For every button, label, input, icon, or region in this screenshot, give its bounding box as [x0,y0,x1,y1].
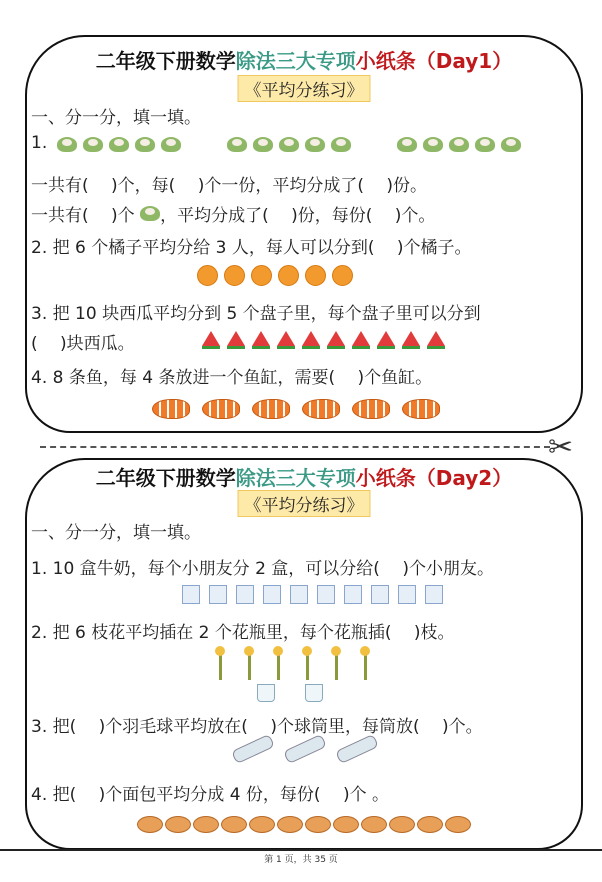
frog-group-2 [227,137,351,152]
bread-icon [305,816,331,833]
frog-icon [109,137,129,152]
orange-row [197,265,353,286]
vase-icon [305,684,323,702]
milk-carton-icon [398,585,416,604]
milk-carton-icon [182,585,200,604]
fish-icon [302,399,340,419]
orange-icon [251,265,272,286]
day1-card [25,35,583,433]
q1-line1: 一共有( )个，每( )个一份，平均分成了( )份。 [31,176,428,196]
watermelon-icon [252,331,270,346]
fish-icon [152,399,190,419]
bread-icon [361,816,387,833]
page-number: 第 1 页，共 35 页 [264,855,338,865]
frog-icon [83,137,103,152]
watermelon-icon [402,331,420,346]
bread-icon [249,816,275,833]
watermelon-icon [427,331,445,346]
frog-icon [253,137,273,152]
orange-icon [305,265,326,286]
vase-icon [257,684,275,702]
day1-subtitle: 《平均分练习》 [238,75,371,102]
day2-card [25,458,583,850]
flower-row [219,650,367,680]
cut-line [40,446,550,448]
shuttlecock-tube-icon [283,734,327,764]
watermelon-icon [277,331,295,346]
frog-icon [331,137,351,152]
milk-carton-icon [371,585,389,604]
bread-icon [221,816,247,833]
frog-icon [227,137,247,152]
flower-icon [306,650,309,680]
frog-group-1 [57,137,181,152]
title-part: 除法三大专项 [235,49,356,73]
watermelon-icon [202,331,220,346]
frog-icon [501,137,521,152]
milk-carton-icon [344,585,362,604]
q1-line2-b: ，平均分成了( )份，每份( )个。 [160,206,436,226]
orange-icon [278,265,299,286]
fish-icon [202,399,240,419]
title-part: 除法三大专项 [235,466,356,490]
q2-text: 2. 把 6 个橘子平均分给 3 人，每人可以分到( )个橘子。 [31,238,472,258]
title-part: 小纸条（Day2） [355,466,513,490]
watermelon-icon [227,331,245,346]
bread-icon [389,816,415,833]
day1-title [27,45,581,74]
milk-carton-icon [425,585,443,604]
shuttlecock-tube-icon [335,734,379,764]
day2-q4-text: 4. 把( )个面包平均分成 4 份，每份( )个 。 [31,785,389,805]
flower-icon [248,650,251,680]
orange-icon [197,265,218,286]
scissors-icon: ✂ [548,430,574,465]
bread-row [137,816,471,833]
milk-carton-icon [290,585,308,604]
title-part: 二年级下册数学 [95,49,236,73]
vase-row [257,684,323,702]
frog-icon [305,137,325,152]
fish-icon [402,399,440,419]
flower-icon [219,650,222,680]
flower-icon [335,650,338,680]
title-part: 二年级下册数学 [95,466,236,490]
title-part: 小纸条（Day1） [355,49,513,73]
day2-heading: 一、分一分，填一填。 [31,523,201,543]
frog-icon [57,137,77,152]
frog-icon [140,206,160,221]
orange-icon [332,265,353,286]
bread-icon [333,816,359,833]
milk-carton-icon [317,585,335,604]
flower-icon [364,650,367,680]
bread-icon [193,816,219,833]
bread-icon [417,816,443,833]
frog-icon [423,137,443,152]
frog-group-3 [397,137,521,152]
bread-icon [445,816,471,833]
q3-text-b: ( )块西瓜。 [31,334,135,354]
day2-subtitle: 《平均分练习》 [238,490,371,517]
frog-icon [279,137,299,152]
shuttlecock-tube-icon [231,734,275,764]
day1-heading: 一、分一分，填一填。 [31,108,201,128]
footer-rule [0,849,602,851]
watermelon-icon [352,331,370,346]
day2-q3-text: 3. 把( )个羽毛球平均放在( )个球筒里，每筒放( )个。 [31,717,483,737]
frog-icon [397,137,417,152]
frog-icon [161,137,181,152]
fish-icon [352,399,390,419]
milk-carton-icon [263,585,281,604]
day2-q2-text: 2. 把 6 枝花平均插在 2 个花瓶里，每个花瓶插( )枝。 [31,623,455,643]
milk-carton-icon [209,585,227,604]
bread-icon [277,816,303,833]
watermelon-row [202,331,445,346]
q3-text-a: 3. 把 10 块西瓜平均分到 5 个盘子里，每个盘子里可以分到 [31,304,481,324]
fish-row [152,399,440,419]
day2-title [27,462,581,491]
watermelon-icon [327,331,345,346]
q1-label: 1. [31,133,48,153]
fish-icon [252,399,290,419]
milk-row [182,585,443,604]
bread-icon [165,816,191,833]
bread-icon [137,816,163,833]
milk-carton-icon [236,585,254,604]
flower-icon [277,650,280,680]
day2-q1-text: 1. 10 盒牛奶，每个小朋友分 2 盒，可以分给( )个小朋友。 [31,559,494,579]
frog-icon [449,137,469,152]
frog-icon [135,137,155,152]
q4-text: 4. 8 条鱼，每 4 条放进一个鱼缸，需要( )个鱼缸。 [31,368,433,388]
frog-icon [475,137,495,152]
watermelon-icon [377,331,395,346]
orange-icon [224,265,245,286]
q1-line2 [31,201,435,226]
shuttlecock-tube-row [232,742,378,756]
watermelon-icon [302,331,320,346]
q1-line2-a: 一共有( )个 [31,206,135,226]
